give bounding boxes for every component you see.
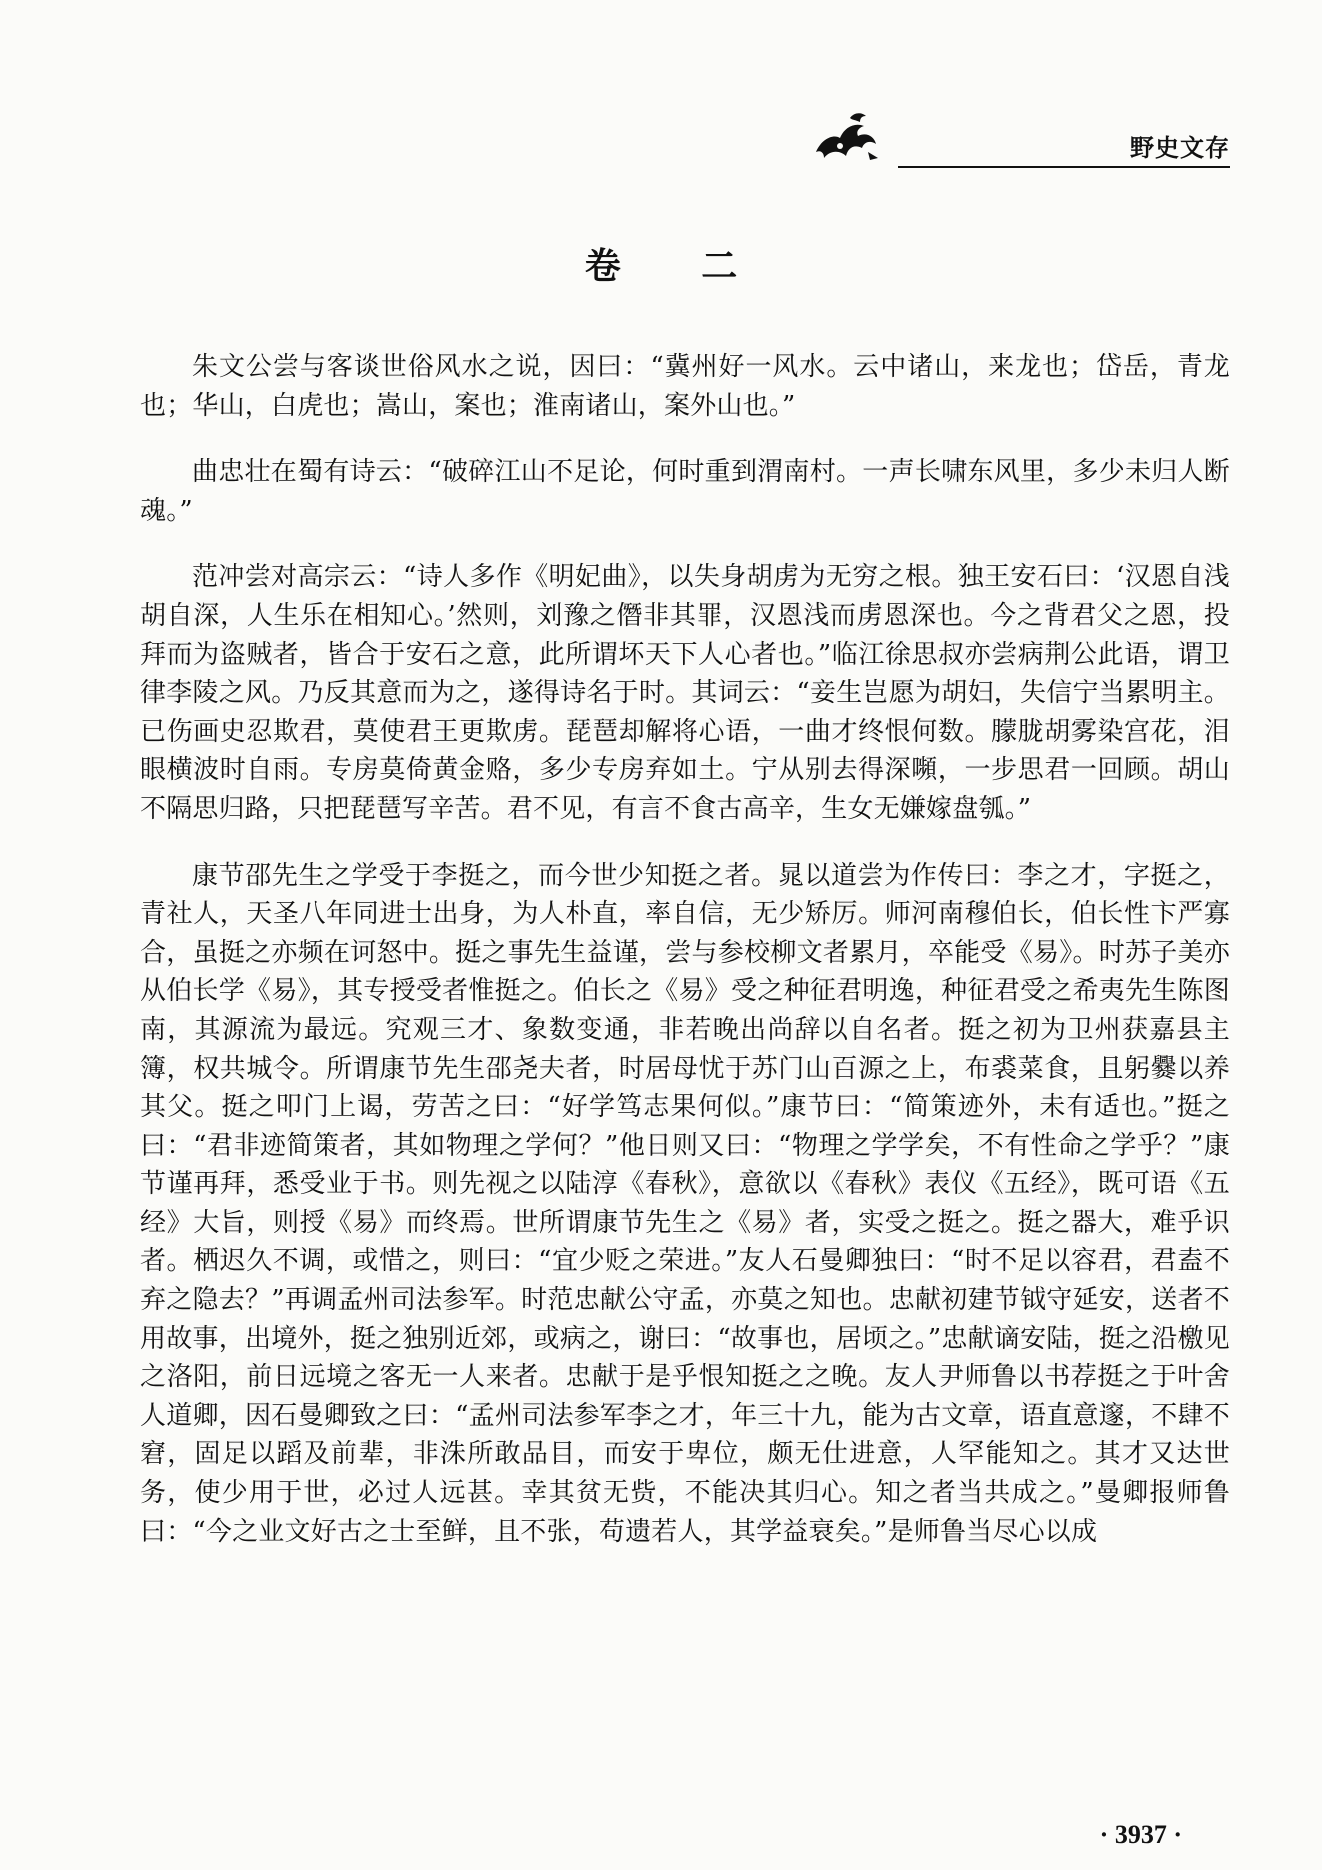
page-number: · 3937 · [1099, 1820, 1182, 1849]
paragraph: 康节邵先生之学受于李挺之，而今世少知挺之者。晁以道尝为作传曰：李之才，字挺之，青社人，天圣八年同进士出身，为人朴直，率自信，无少矫厉。师河南穆伯长，伯长性卞严寡合，虽挺之亦频在诃怒中。挺之事先生益谨，尝与参校柳文者累月，卒能受《易》。时苏子美亦从伯长学《易》，其专授受者惟挺之。伯长之《易》受之种征君明逸，种征君受之希夷先生陈图南，其源流为最远。究观三才、象数变通，非若晚出尚辞以自名者。挺之初为卫州获嘉县主簿，权共城令。所谓康节先生邵尧夫者，时居母忧于苏门山百源之上，布裘菜食，且躬爨以养其父。挺之叩门上谒，劳苦之曰：“好学笃志果何似。”康节曰：“简策迹外，未有适也。”挺之曰：“君非迹简策者，其如物理之学何？”他日则又曰：“物理之学学矣，不有性命之学乎？”康节谨再拜，悉受业于书。则先视之以陆淳《春秋》，意欲以《春秋》表仪《五经》，既可语《五经》大旨，则授《易》而终焉。世所谓康节先生之《易》者，实受之挺之。挺之器大，难乎识者。栖迟久不调，或惜之，则曰：“宜少贬之荣进。”友人石曼卿独曰：“时不足以容君，君盍不弃之隐去？”再调孟州司法参军。时范忠献公守孟，亦莫之知也。忠献初建节钺守延安，送者不用故事，出境外，挺之独别近郊，或病之，谢曰：“故事也，居顷之。”忠献谪安陆，挺之沿檄见之洛阳，前日远境之客无一人来者。忠献于是乎恨知挺之之晚。友人尹师鲁以书荐挺之于叶舍人道卿，因石曼卿致之曰：“孟州司法参军李之才，年三十九，能为古文章，语直意邃，不肆不窘，固足以蹈及前辈，非洙所敢品目，而安于卑位，颇无仕进意，人罕能知之。其才又达世务，使少用于世，必过人远甚。幸其贫无赀，不能决其归心。知之者当共成之。”曼卿报师鲁曰：“今之业文好古之士至鲜，且不张，苟遗若人，其学益衰矣。”是师鲁当尽心以成 [140, 860, 1230, 1547]
body-text [140, 348, 1230, 1579]
chapter-title: 卷 二 [584, 246, 772, 287]
dragon-emblem-icon [810, 108, 882, 164]
header-rule [898, 166, 1230, 168]
running-header [810, 108, 1230, 172]
series-title: 野史文存 [1130, 134, 1230, 162]
paragraph: 曲忠壮在蜀有诗云：“破碎江山不足论，何时重到渭南村。一声长啸东风里，多少未归人断魂。” [140, 457, 1230, 526]
paragraph: 朱文公尝与客谈世俗风水之说，因曰：“冀州好一风水。云中诸山，来龙也；岱岳，青龙也；华山，白虎也；嵩山，案也；淮南诸山，案外山也。” [140, 352, 1230, 421]
paragraph: 范冲尝对高宗云：“诗人多作《明妃曲》，以失身胡虏为无穷之根。独王安石曰：‘汉恩自浅胡自深，人生乐在相知心。’然则，刘豫之僭非其罪，汉恩浅而虏恩深也。今之背君父之恩，投拜而为盗贼者，皆合于安石之意，此所谓坏天下人心者也。”临江徐思叔亦尝病荆公此语，谓卫律李陵之风。乃反其意而为之，遂得诗名于时。其词云：“妾生岂愿为胡妇，失信宁当累明主。已伤画史忍欺君，莫使君王更欺虏。琵琶却解将心语，一曲才终恨何数。朦胧胡雾染宫花，泪眼横波时自雨。专房莫倚黄金赂，多少专房弃如土。宁从别去得深嚬，一步思君一回顾。胡山不隔思归路，只把琵琶写辛苦。君不见，有言不食古高辛，生女无嫌嫁盘瓠。” [140, 562, 1230, 824]
